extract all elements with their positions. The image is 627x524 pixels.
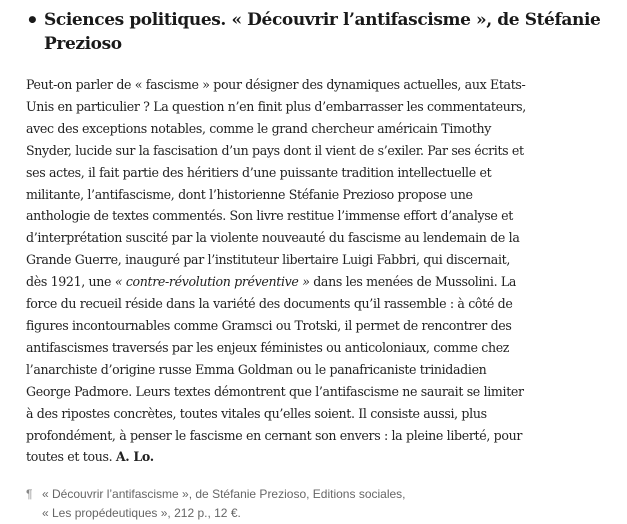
article-body xyxy=(26,74,614,468)
heading-title xyxy=(44,8,600,56)
body-line-quote xyxy=(26,271,614,293)
book-reference-line-1: « Découvrir l’antifascisme », de Stéfanie Prezioso, Editions sociales, xyxy=(42,487,406,501)
bullet-icon: • xyxy=(26,8,39,32)
body-line: profondément, à penser le fascisme en cernant son envers : la pleine liberté, pour xyxy=(26,427,523,443)
body-line: ses actes, il fait partie des héritiers d’une puissante tradition intellectuelle et xyxy=(26,164,492,180)
pilcrow-icon: ¶ xyxy=(26,487,33,501)
author-signature: A. Lo. xyxy=(115,449,154,465)
book-reference-text xyxy=(42,485,406,523)
italic-quote: « contre-révolution préventive » xyxy=(114,274,310,290)
body-line: militante, l’antifascisme, dont l’historienne Stéfanie Prezioso propose une xyxy=(26,186,473,202)
body-line: George Padmore. Leurs textes démontrent que l’antifascisme ne saurait se limiter xyxy=(26,383,524,399)
body-line: Snyder, lucide sur la fascisation d’un pays dont il vient de s’exiler. Par ses écrits et xyxy=(26,142,524,158)
article-heading xyxy=(26,8,616,56)
body-last-text: toutes et tous. xyxy=(26,449,116,465)
heading-line-2: Prezioso xyxy=(44,34,122,54)
heading-line-1: Sciences politiques. « Découvrir l’antifascisme », de Stéfanie xyxy=(44,10,601,30)
body-line: d’interprétation suscité par la violente nouveauté du fascisme au lendemain de la xyxy=(26,230,520,246)
body-line: Grande Guerre, inauguré par l’instituteur libertaire Luigi Fabbri, qui discernait, xyxy=(26,252,511,268)
body-line: Unis en particulier ? La question n’en finit plus d’embarrasser les commentateurs, xyxy=(26,98,526,114)
body-line: figures incontournables comme Gramsci ou Trotski, il permet de rencontrer des xyxy=(26,317,512,333)
body-line: à des ripostes concrètes, toutes vitales qu’elles soient. Il consiste aussi, plus xyxy=(26,405,487,421)
body-line-last xyxy=(26,446,614,468)
body-line: force du recueil réside dans la variété des documents qu’il rassemble : à côté de xyxy=(26,296,513,312)
body-line: antifascismes traversés par les enjeux féministes ou anticoloniaux, comme chez xyxy=(26,339,510,355)
book-reference xyxy=(26,485,614,523)
body-line-quote-after: dans les menées de Mussolini. La xyxy=(309,274,517,290)
book-reference-line-2: « Les propédeutiques », 212 p., 12 €. xyxy=(42,506,241,520)
body-line: l’anarchiste d’origine russe Emma Goldman ou le panafricaniste trinidadien xyxy=(26,361,487,377)
body-line: anthologie de textes commentés. Son livre restitue l’immense effort d’analyse et xyxy=(26,208,513,224)
body-line: Peut-on parler de « fascisme » pour désigner des dynamiques actuelles, aux Etats- xyxy=(26,77,526,92)
body-line-quote-before: dès 1921, une xyxy=(26,274,115,290)
body-line: avec des exceptions notables, comme le grand chercheur américain Timothy xyxy=(26,120,492,136)
